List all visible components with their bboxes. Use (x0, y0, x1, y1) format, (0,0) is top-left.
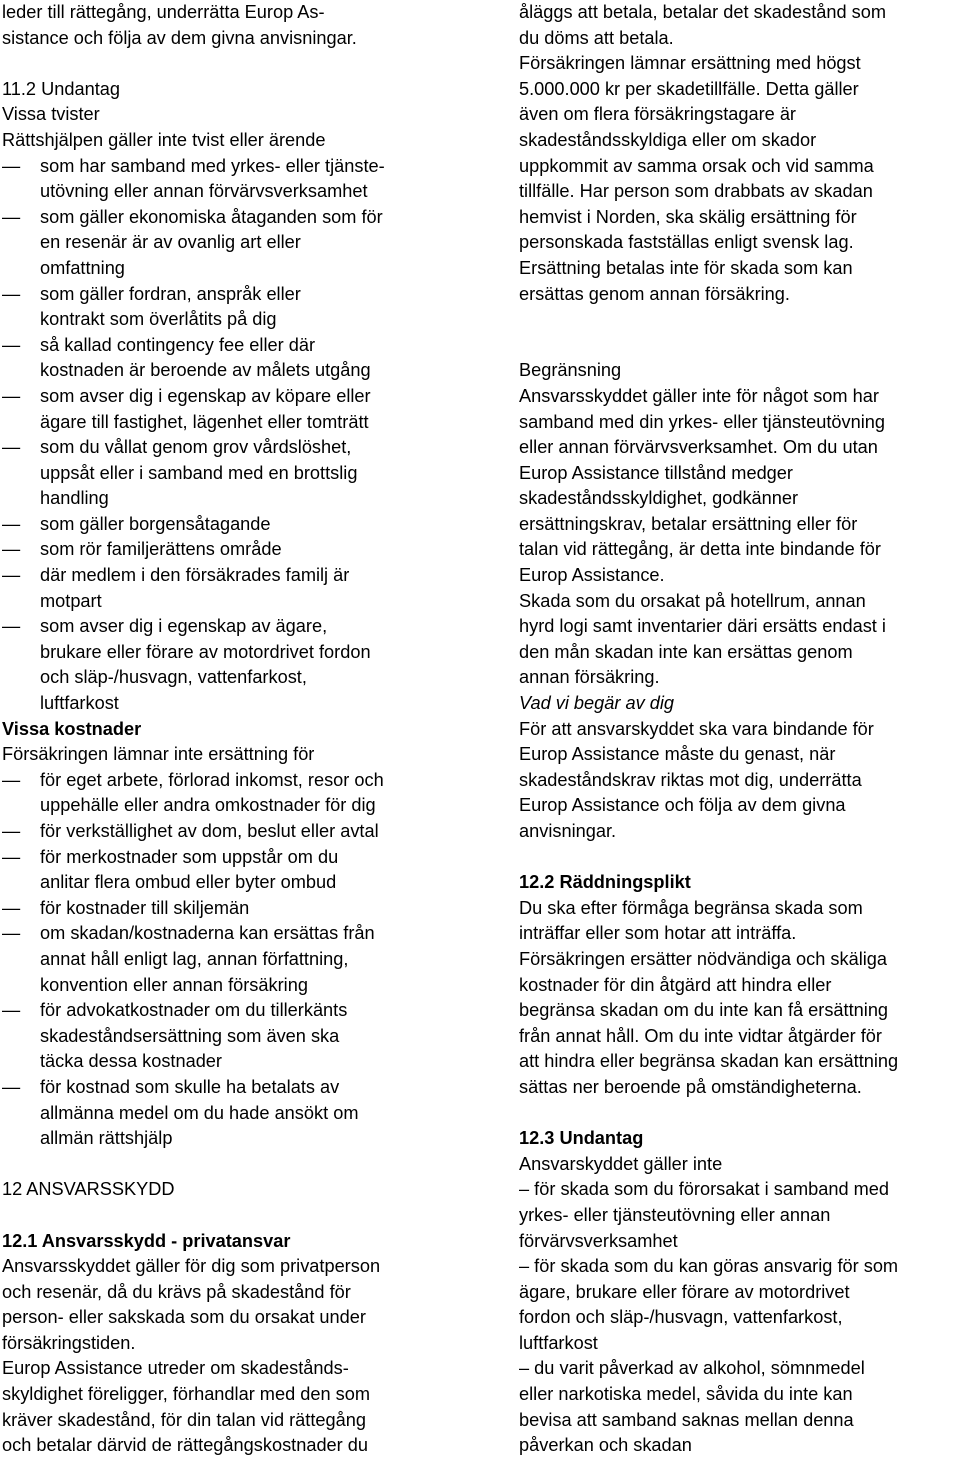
list-item (2, 282, 472, 333)
body-line: – du varit påverkad av alkohol, sömnmedel (519, 1358, 865, 1379)
item-line: — för advokatkostnader om du tillerkänts (40, 1000, 348, 1021)
spacer (519, 307, 959, 333)
body-line: – för skada som du kan göras ansvarig för som (519, 1256, 899, 1277)
list-item (2, 512, 472, 538)
section-12-1-continued (519, 0, 959, 307)
item-line: — för eget arbete, förlorad inkomst, resor och (40, 769, 384, 790)
body-line: tillfälle. Har person som drabbats av skadan (519, 181, 873, 202)
section-lead: Försäkringen lämnar inte ersättning för (2, 744, 315, 765)
section-subheading: Vissa tvister (2, 104, 100, 125)
list-item (2, 333, 472, 384)
body-line: kräver skadestånd, för din talan vid rättegång (2, 1409, 366, 1430)
list-item (2, 154, 472, 205)
item-line: och släp-/husvagn, vattenfarkost, (40, 667, 307, 688)
section-11-2 (2, 77, 472, 717)
body-line: Försäkringen ersätter nödvändiga och skäliga (519, 948, 888, 969)
section-heading: 12.2 Räddningsplikt (519, 872, 691, 893)
body-line: 5.000.000 kr per skadetillfälle. Detta gäller (519, 78, 859, 99)
body-line: Europ Assistance måste du genast, när (519, 744, 836, 765)
body-line: Europ Assistance tillstånd medger (519, 462, 793, 483)
item-line: omfattning (40, 257, 125, 278)
section-begransning (519, 358, 959, 844)
item-line: — om skadan/kostnaderna kan ersättas från (40, 923, 375, 944)
body-line: eller narkotiska medel, såvida du inte kan (519, 1384, 853, 1405)
body-line: åläggs att betala, betalar det skadestånd som (519, 2, 887, 22)
list-item (2, 614, 472, 716)
body-line: luftfarkost (519, 1332, 598, 1353)
body-line: kostnader för din åtgärd att hindra eller (519, 974, 832, 995)
body-line: Ansvarsskyddet gäller för dig som privatperson (2, 1256, 381, 1277)
section-12-3 (519, 1126, 959, 1459)
item-line: — för kostnader till skiljemän (40, 897, 250, 918)
body-line: person- eller sakskada som du orsakat under (2, 1307, 366, 1328)
body-line: Ansvarsskyddet gäller inte för något som har (519, 385, 879, 406)
body-line: bevisa att samband saknas mellan denna (519, 1409, 854, 1430)
item-line: — så kallad contingency fee eller där (40, 334, 315, 355)
body-line: försäkringstiden. (2, 1332, 136, 1353)
body-line: skadeståndskrav riktas mot dig, underrätta (519, 769, 862, 790)
body-line: Europ Assistance och följa av dem givna (519, 795, 846, 816)
item-line: kontrakt som överlåtits på dig (40, 309, 277, 330)
item-line: kostnaden är beroende av målets utgång (40, 360, 371, 381)
section-12-1 (2, 1229, 472, 1459)
body-line: annan försäkring. (519, 667, 660, 688)
item-line: luftfarkost (40, 693, 119, 714)
body-line: Du ska efter förmåga begränsa skada som (519, 897, 863, 918)
item-line: uppehälle eller andra omkostnader för dig (40, 795, 376, 816)
list-item (2, 205, 472, 282)
body-line: skadeståndsskyldiga eller om skador (519, 129, 817, 150)
item-line: — för verkställighet av dom, beslut eller avtal (40, 821, 379, 841)
section-heading: Vissa kostnader (2, 718, 142, 739)
body-line: Ersättning betalas inte för skada som kan (519, 257, 853, 278)
body-line: ersättningskrav, betalar ersättning eller för (519, 513, 858, 534)
body-line: eller annan förvärvsverksamhet. Om du utan (519, 437, 878, 458)
body-line: inträffar eller som hotar att inträffa. (519, 923, 797, 944)
item-line: allmänna medel om du hade ansökt om (40, 1102, 359, 1123)
spacer (519, 1101, 959, 1127)
section-heading: 12.1 Ansvarsskydd - privatansvar (2, 1230, 291, 1251)
body-line: fordon och släp-/husvagn, vattenfarkost, (519, 1307, 843, 1328)
body-line: förvärvsverksamhet (519, 1230, 678, 1251)
body-line: skadeståndsskyldighet, godkänner (519, 488, 799, 509)
body-line: Europ Assistance utreder om skadestånds- (2, 1358, 349, 1379)
body-line: du döms att betala. (519, 27, 674, 48)
item-line: — som gäller borgensåtagande (40, 513, 271, 534)
body-line: sättas ner beroende på omständigheterna. (519, 1076, 862, 1097)
list-item (2, 998, 472, 1075)
body-line: från annat håll. Om du inte vidtar åtgärder för (519, 1025, 882, 1046)
list-item (2, 921, 472, 998)
list-item (2, 1075, 472, 1152)
section-heading: Begränsning (519, 360, 622, 381)
item-line: handling (40, 488, 109, 509)
body-line: och resenär, då du krävs på skadestånd för (2, 1281, 351, 1302)
item-line: brukare eller förare av motordrivet fordon (40, 641, 371, 662)
list-item (2, 819, 472, 845)
intro-line: sistance och följa av dem givna anvisningar. (2, 27, 357, 48)
list-item (2, 845, 472, 896)
section-vissa-kostnader (2, 717, 472, 1152)
body-line: Försäkringen lämnar ersättning med högst (519, 53, 861, 74)
section-heading: 11.2 Undantag (2, 78, 120, 99)
item-line: uppsåt eller i samband med en brottslig (40, 462, 358, 483)
body-line: För att ansvarskyddet ska vara bindande för (519, 718, 874, 739)
body-line: skyldighet föreligger, förhandlar med den som (2, 1384, 370, 1405)
body-line: påverkan och skadan (519, 1435, 692, 1456)
section-heading: 12.3 Undantag (519, 1128, 644, 1149)
body-line: Europ Assistance. (519, 565, 665, 586)
list-item (2, 563, 472, 614)
body-line: samband med din yrkes- eller tjänsteutövning (519, 411, 885, 432)
item-line: — som gäller fordran, anspråk eller (40, 283, 301, 304)
body-line: att hindra eller begränsa skadan kan ersättning (519, 1051, 899, 1072)
list-item (2, 435, 472, 512)
item-line: ägare till fastighet, lägenhet eller tomträtt (40, 411, 369, 432)
item-line: — där medlem i den försäkrades familj är (40, 565, 350, 586)
item-line: — som gäller ekonomiska åtaganden som för (40, 206, 383, 227)
body-line: talan vid rättegång, är detta inte bindande för (519, 539, 881, 560)
item-line: allmän rättshjälp (40, 1128, 173, 1149)
spacer (2, 1152, 472, 1178)
item-line: — som rör familjerättens område (40, 539, 282, 560)
body-line: personskada fastställas enligt svensk lag. (519, 232, 854, 253)
spacer (2, 1203, 472, 1229)
item-line: — som avser dig i egenskap av köpare eller (40, 385, 371, 406)
item-line: annat håll enligt lag, annan författning, (40, 948, 349, 969)
item-line: utövning eller annan förvärvsverksamhet (40, 181, 368, 202)
body-line: – för skada som du förorsakat i samband med (519, 1179, 889, 1200)
right-column (519, 0, 959, 1459)
body-line: ersättas genom annan försäkring. (519, 283, 790, 304)
list-item (2, 768, 472, 819)
body-line: ägare, brukare eller förare av motordrivet (519, 1281, 850, 1302)
item-line: — för kostnad som skulle ha betalats av (40, 1076, 340, 1097)
body-line: uppkommit av samma orsak och vid samma (519, 155, 874, 176)
body-line: hyrd logi samt inventarier däri ersätts endast i (519, 616, 886, 637)
subsection-heading: Vad vi begär av dig (519, 693, 675, 714)
item-line: motpart (40, 590, 102, 611)
left-column (2, 0, 472, 1459)
item-line: konvention eller annan försäkring (40, 974, 308, 995)
item-line: — som du vållat genom grov vårdslöshet, (40, 437, 352, 458)
item-line: täcka dessa kostnader (40, 1051, 222, 1072)
chapter-title: 12 ANSVARSSKYDD (2, 1179, 175, 1200)
section-lead: Rättshjälpen gäller inte tvist eller ärende (2, 129, 326, 150)
intro-line: leder till rättegång, underrätta Europ As- (2, 2, 325, 22)
body-line: Skada som du orsakat på hotellrum, annan (519, 590, 866, 611)
section-12-2 (519, 870, 959, 1100)
body-line: Ansvarskyddet gäller inte (519, 1153, 723, 1174)
body-line: anvisningar. (519, 821, 617, 841)
body-line: den mån skadan inte kan ersättas genom (519, 641, 853, 662)
item-line: anlitar flera ombud eller byter ombud (40, 872, 337, 893)
item-line: — för merkostnader som uppstår om du (40, 846, 339, 867)
item-line: — som har samband med yrkes- eller tjänste- (40, 155, 385, 176)
cost-exclusion-list (2, 768, 472, 1152)
item-line: en resenär är av ovanlig art eller (40, 232, 301, 253)
body-line: yrkes- eller tjänsteutövning eller annan (519, 1204, 831, 1225)
body-line: och betalar därvid de rättegångskostnader du (2, 1435, 369, 1456)
list-item (2, 384, 472, 435)
body-line: begränsa skadan om du inte kan få ersättning (519, 1000, 889, 1021)
spacer (2, 51, 472, 77)
item-line: — som avser dig i egenskap av ägare, (40, 616, 328, 637)
body-line: hemvist i Norden, ska skälig ersättning för (519, 206, 857, 227)
list-item (2, 896, 472, 922)
spacer (519, 333, 959, 359)
spacer (519, 845, 959, 871)
item-line: skadeståndsersättning som även ska (40, 1025, 340, 1046)
exclusion-list (2, 154, 472, 717)
body-line: även om flera försäkringstagare är (519, 104, 796, 125)
list-item (2, 537, 472, 563)
